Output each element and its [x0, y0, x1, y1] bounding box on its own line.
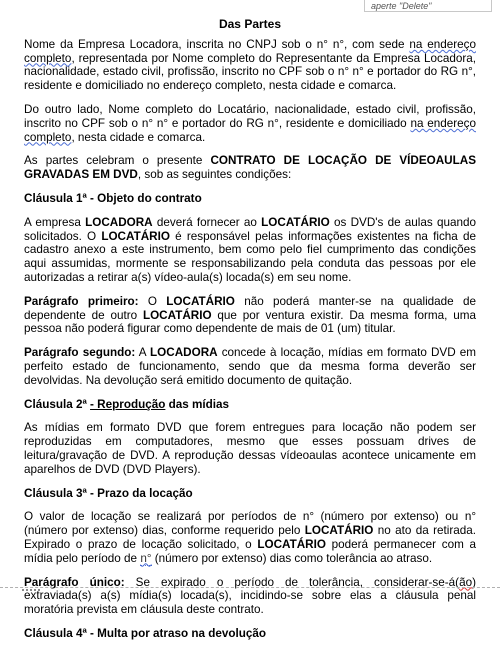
clause-2-paragraph: As mídias em formato DVD que forem entregues para locação não podem ser reproduzidas em computadores, mesmo que esses possuam drives de leitura/gravação de DVD. A reprodução dessas vídeoaulas acontece unicamente em aparelhos de DVD (DVD Players).: [24, 421, 476, 476]
next-page-edge: [22, 589, 40, 597]
text: A empresa: [24, 215, 86, 229]
text: ) extraviada(s) a(s) mídia(s) locada(s), incidindo-se sobre elas a cláusula penal moratória prevista em cláusula deste contrato.: [24, 575, 476, 617]
clause-2-heading: [24, 398, 476, 412]
clause-4-heading: Cláusula 4ª - Multa por atraso na devolução: [24, 626, 267, 640]
document-body[interactable]: [24, 18, 476, 651]
text: LOCATÁRIO: [304, 524, 374, 538]
clause-3-heading: Cláusula 3ª - Prazo da locação: [24, 486, 193, 500]
paragraph-label: Parágrafo segundo:: [24, 346, 136, 360]
text: Do outro lado, Nome completo do Locatário, nacionalidade, estado civil, profissão, inscrito no CPF sob o n° n° e portador do RG n°, residente e domiciliado: [24, 102, 476, 130]
contract-name: CONTRATO DE LOCAÇÃO DE VÍDEOAULAS GRAVADAS EM DVD: [24, 154, 476, 182]
text: LOCADORA: [85, 215, 153, 229]
text: os DVD's de aulas quando solicitados. O: [24, 215, 476, 243]
paragraph-label: Parágrafo primeiro:: [24, 294, 139, 308]
grammar-flagged-text[interactable]: n°: [140, 551, 152, 565]
section-title: Das Partes: [218, 17, 282, 31]
underlined-text: - Reprodução: [90, 397, 166, 411]
page-break-line: [0, 587, 500, 588]
clause-1-paragraph-first: [24, 295, 476, 336]
clause-1-paragraph: [24, 216, 476, 285]
paragraph-lessee: [24, 103, 476, 144]
clause-1-paragraph-second: [24, 346, 476, 387]
spelling-flagged-text[interactable]: ão: [459, 575, 473, 589]
text: , representada por Nome completo do Representante da Empresa Locadora, nacionalidade, estado civil, profissão, inscrito no CPF sob o n° n° e portador do RG n°, residente e domiciliado no endereço completo, nesta cidade e comarca.: [24, 51, 476, 93]
text: Nome da Empresa Locadora, inscrita no CNPJ sob o n° n°, com sede: [24, 37, 410, 51]
text: , sob as seguintes condições:: [137, 168, 292, 182]
text: (número por extenso) dias como tolerância ao atraso.: [151, 551, 433, 565]
text: O valor de locação se realizará por períodos de n° (número por extenso) ou n° (número por extenso) dias, conforme requerido pelo: [24, 510, 476, 538]
grammar-flagged-text[interactable]: na endereço completo: [24, 116, 476, 144]
text: , nesta cidade e comarca.: [71, 130, 206, 144]
grammar-flagged-text[interactable]: na endereço completo: [24, 37, 476, 65]
text: LOCATÁRIO: [142, 308, 212, 322]
text: A: [135, 346, 151, 360]
text: LOCATÁRIO: [166, 294, 235, 308]
text: LOCATÁRIO: [261, 215, 330, 229]
paragraph-agreement: [24, 154, 476, 182]
paragraph-lessor: [24, 38, 476, 93]
instruction-hint: aperte "Delete": [364, 0, 492, 12]
text: O: [138, 294, 167, 308]
text: é responsável pelas informações existentes na ficha de cadastro anexo a este instrumento, bem como pelo fiel cumprimento das condições aqui assumidas, mormente se responsabilizando pela conduta das pessoas por ele autorizadas a retirar a(s) vídeo-aula(s) locada(s) em seu nome.: [24, 229, 476, 284]
text: que por ventura existir. Da mesma forma, uma pessoa não poderá figurar como dependente de mais de 01 (um) titular.: [24, 308, 476, 336]
clause-3-paragraph: [24, 510, 476, 565]
text: As partes celebram o presente: [24, 154, 211, 168]
text: LOCADORA: [150, 346, 218, 360]
clause-1-heading: Cláusula 1ª - Objeto do contrato: [24, 191, 202, 205]
clause-3-paragraph-single: [24, 576, 476, 617]
text: Se expirado o período de tolerância, considerar-se-á(: [124, 575, 460, 589]
text: das mídias: [165, 397, 230, 411]
text: no ato da retirada. Expirado o prazo de locação solicitado, o: [24, 524, 476, 551]
text: concede à locação, mídias em formato DVD em perfeito estado de funcionamento, sendo que da mesma forma deverão ser devolvidas. Na devolução será emitido documento de quitação.: [24, 346, 477, 387]
text: deverá fornecer ao: [152, 215, 262, 229]
text: não poderá manter-se na qualidade de dependente de outro: [24, 294, 476, 322]
text: Cláusula 2ª: [24, 397, 91, 411]
text: LOCATÁRIO: [257, 537, 326, 551]
text: LOCATÁRIO: [101, 229, 170, 243]
text: poderá permanecer com a mídia pelo período de: [24, 537, 476, 565]
paragraph-label: Parágrafo único:: [24, 575, 125, 589]
